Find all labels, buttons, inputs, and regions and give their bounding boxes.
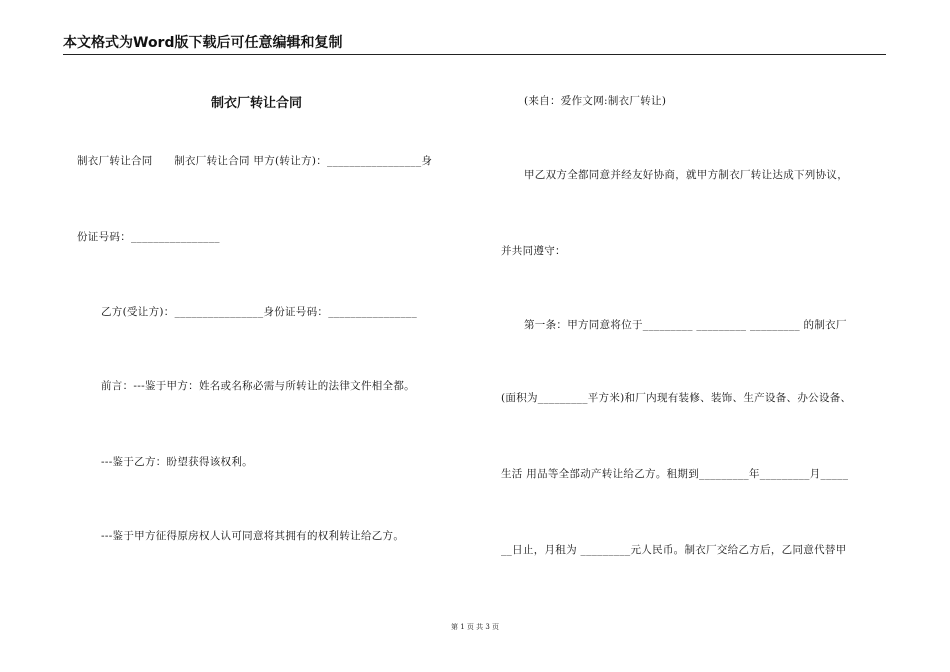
right-paragraph-7: __日止，月租为 _________元人民币。制衣厂交给乙方后，乙同意代替甲: [501, 544, 847, 556]
left-paragraph-4: 前言：---鉴于甲方：姓名或名称必需与所转让的法律文件相全都。: [101, 380, 415, 392]
right-paragraph-3: 并共同遵守：: [501, 245, 566, 257]
left-paragraph-5: ---鉴于乙方：盼望获得该权利。: [101, 456, 253, 468]
document-header: [63, 34, 886, 55]
left-paragraph-1: 制衣厂转让合同 制衣厂转让合同 甲方(转让方)：_________________身: [77, 155, 433, 167]
page-number: 第 1 页 共 3 页: [450, 623, 500, 631]
right-paragraph-1: (来自：爱作文网:制衣厂转让): [524, 95, 667, 107]
right-paragraph-5: (面积为_________平方米)和厂内现有装修、装饰、生产设备、办公设备、: [501, 392, 852, 404]
right-paragraph-6: 生活 用品等全部动产转让给乙方。租期到_________年_________月_____: [501, 468, 849, 480]
left-paragraph-3: 乙方(受让方)：________________身份证号码：________________: [101, 306, 417, 318]
right-paragraph-2: 甲乙双方全都同意并经友好协商，就甲方制衣厂转让达成下列协议，: [524, 169, 848, 181]
right-paragraph-4: 第一条：甲方同意将位于_________ _________ _________ 的制衣厂: [524, 319, 847, 331]
document-title: 制衣厂转让合同: [211, 96, 303, 111]
header-notice: 本文格式为Word版下载后可任意编辑和复制: [63, 35, 343, 51]
left-paragraph-2: 份证号码：________________: [77, 231, 220, 243]
left-paragraph-6: ---鉴于甲方征得原房权人认可同意将其拥有的权利转让给乙方。: [101, 530, 405, 542]
